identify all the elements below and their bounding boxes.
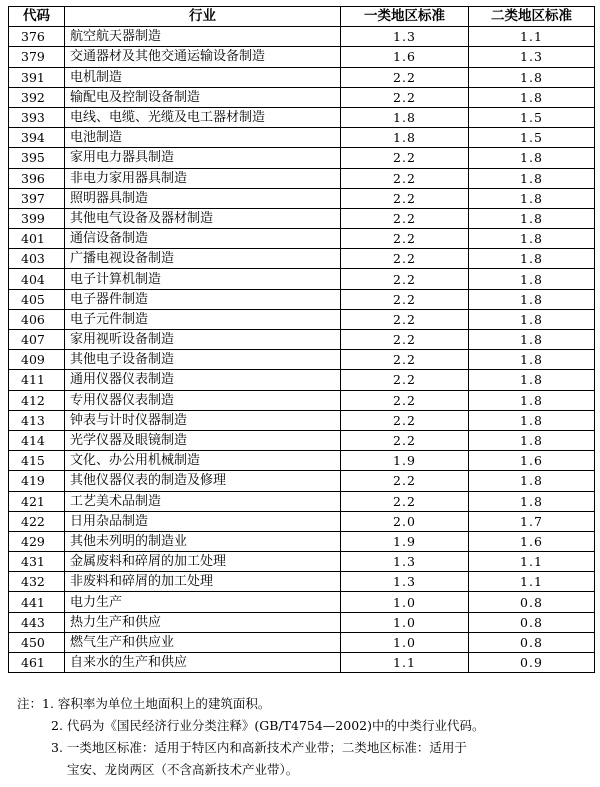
row-class2-value: 1.8	[469, 188, 595, 208]
row-code: 409	[9, 350, 65, 370]
table-row	[9, 309, 595, 329]
row-industry: 钟表与计时仪器制造	[65, 410, 341, 430]
row-class2-value: 1.8	[469, 87, 595, 107]
note-2: 2. 代码为《国民经济行业分类注释》(GB/T4754—2002)中的中类行业代码。	[51, 718, 485, 733]
row-code: 391	[9, 67, 65, 87]
table-row	[9, 552, 595, 572]
row-code: 394	[9, 128, 65, 148]
header-code: 代码	[9, 7, 65, 27]
row-class2-value: 1.6	[469, 531, 595, 551]
row-class1-value: 2.2	[341, 350, 469, 370]
row-industry: 其他电子设备制造	[65, 350, 341, 370]
row-class1-value: 2.2	[341, 87, 469, 107]
row-code: 414	[9, 430, 65, 450]
row-industry: 专用仪器仪表制造	[65, 390, 341, 410]
industry-standards-table-container	[8, 6, 594, 673]
table-row	[9, 148, 595, 168]
row-class2-value: 1.1	[469, 552, 595, 572]
row-class2-value: 0.9	[469, 653, 595, 673]
table-row	[9, 471, 595, 491]
row-class2-value: 1.8	[469, 229, 595, 249]
row-class2-value: 0.8	[469, 612, 595, 632]
note-3-continued: 宝安、龙岗两区（不含高新技术产业带）。	[67, 762, 299, 777]
row-code: 399	[9, 208, 65, 228]
table-row	[9, 511, 595, 531]
row-code: 393	[9, 107, 65, 127]
row-class2-value: 1.8	[469, 168, 595, 188]
row-class2-value: 1.8	[469, 410, 595, 430]
table-row	[9, 430, 595, 450]
row-class2-value: 1.6	[469, 451, 595, 471]
row-class1-value: 1.8	[341, 128, 469, 148]
row-class1-value: 1.9	[341, 531, 469, 551]
row-code: 441	[9, 592, 65, 612]
row-class1-value: 2.2	[341, 249, 469, 269]
table-row	[9, 249, 595, 269]
row-class1-value: 2.2	[341, 471, 469, 491]
row-class1-value: 2.2	[341, 229, 469, 249]
row-class1-value: 2.2	[341, 390, 469, 410]
row-code: 404	[9, 269, 65, 289]
row-code: 412	[9, 390, 65, 410]
row-class1-value: 2.2	[341, 370, 469, 390]
row-class1-value: 2.0	[341, 511, 469, 531]
row-industry: 电力生产	[65, 592, 341, 612]
row-industry: 广播电视设备制造	[65, 249, 341, 269]
note-1: 注：1. 容积率为单位土地面积上的建筑面积。	[17, 696, 271, 711]
row-code: 397	[9, 188, 65, 208]
table-row	[9, 229, 595, 249]
header-industry: 行业	[65, 7, 341, 27]
row-industry: 非电力家用器具制造	[65, 168, 341, 188]
row-industry: 家用视听设备制造	[65, 330, 341, 350]
row-class1-value: 2.2	[341, 330, 469, 350]
table-row	[9, 572, 595, 592]
row-industry: 电子元件制造	[65, 309, 341, 329]
row-code: 429	[9, 531, 65, 551]
industry-standards-table	[8, 6, 595, 673]
row-industry: 自来水的生产和供应	[65, 653, 341, 673]
table-row	[9, 451, 595, 471]
row-code: 422	[9, 511, 65, 531]
row-class2-value: 1.7	[469, 511, 595, 531]
table-row	[9, 107, 595, 127]
table-body	[9, 27, 595, 673]
row-class1-value: 1.9	[341, 451, 469, 471]
row-class2-value: 1.1	[469, 27, 595, 47]
row-code: 392	[9, 87, 65, 107]
row-class1-value: 2.2	[341, 491, 469, 511]
table-row	[9, 410, 595, 430]
row-industry: 航空航天器制造	[65, 27, 341, 47]
row-code: 461	[9, 653, 65, 673]
row-industry: 工艺美术品制造	[65, 491, 341, 511]
table-row	[9, 208, 595, 228]
row-class2-value: 1.8	[469, 269, 595, 289]
row-class2-value: 1.8	[469, 208, 595, 228]
row-code: 415	[9, 451, 65, 471]
notes-section	[0, 693, 600, 781]
row-code: 396	[9, 168, 65, 188]
row-code: 432	[9, 572, 65, 592]
row-code: 450	[9, 632, 65, 652]
table-row	[9, 168, 595, 188]
table-row	[9, 491, 595, 511]
table-row	[9, 531, 595, 551]
row-class1-value: 1.8	[341, 107, 469, 127]
header-class1-standard: 一类地区标准	[341, 7, 469, 27]
row-code: 395	[9, 148, 65, 168]
row-class1-value: 1.0	[341, 592, 469, 612]
row-industry: 交通器材及其他交通运输设备制造	[65, 47, 341, 67]
row-class2-value: 1.8	[469, 370, 595, 390]
table-row	[9, 632, 595, 652]
row-class2-value: 1.8	[469, 430, 595, 450]
row-industry: 其他未列明的制造业	[65, 531, 341, 551]
row-code: 406	[9, 309, 65, 329]
row-industry: 电线、电缆、光缆及电工器材制造	[65, 107, 341, 127]
row-class1-value: 2.2	[341, 188, 469, 208]
row-class2-value: 1.8	[469, 350, 595, 370]
row-class2-value: 1.3	[469, 47, 595, 67]
row-code: 405	[9, 289, 65, 309]
table-row	[9, 269, 595, 289]
row-class1-value: 2.2	[341, 430, 469, 450]
row-industry: 电池制造	[65, 128, 341, 148]
row-code: 401	[9, 229, 65, 249]
table-row	[9, 330, 595, 350]
table-row	[9, 87, 595, 107]
row-class2-value: 1.1	[469, 572, 595, 592]
table-row	[9, 128, 595, 148]
header-class2-standard: 二类地区标准	[469, 7, 595, 27]
row-code: 403	[9, 249, 65, 269]
row-class1-value: 1.3	[341, 552, 469, 572]
row-code: 413	[9, 410, 65, 430]
row-class2-value: 1.8	[469, 289, 595, 309]
row-code: 379	[9, 47, 65, 67]
row-code: 407	[9, 330, 65, 350]
row-class2-value: 1.5	[469, 107, 595, 127]
row-code: 443	[9, 612, 65, 632]
row-industry: 金属废料和碎屑的加工处理	[65, 552, 341, 572]
row-code: 421	[9, 491, 65, 511]
row-class2-value: 1.8	[469, 330, 595, 350]
note-3: 3. 一类地区标准：适用于特区内和高新技术产业带；二类地区标准：适用于	[51, 740, 467, 755]
row-class2-value: 1.5	[469, 128, 595, 148]
row-class1-value: 1.3	[341, 572, 469, 592]
row-class1-value: 1.1	[341, 653, 469, 673]
row-industry: 其他仪器仪表的制造及修理	[65, 471, 341, 491]
row-class1-value: 1.3	[341, 27, 469, 47]
row-class1-value: 1.0	[341, 612, 469, 632]
row-class2-value: 1.8	[469, 67, 595, 87]
row-industry: 通用仪器仪表制造	[65, 370, 341, 390]
row-class2-value: 0.8	[469, 632, 595, 652]
row-industry: 其他电气设备及器材制造	[65, 208, 341, 228]
row-class1-value: 2.2	[341, 67, 469, 87]
row-industry: 输配电及控制设备制造	[65, 87, 341, 107]
row-industry: 燃气生产和供应业	[65, 632, 341, 652]
row-class2-value: 1.8	[469, 249, 595, 269]
row-class1-value: 2.2	[341, 148, 469, 168]
row-code: 419	[9, 471, 65, 491]
table-row	[9, 350, 595, 370]
row-class2-value: 1.8	[469, 309, 595, 329]
table-row	[9, 27, 595, 47]
row-class1-value: 1.0	[341, 632, 469, 652]
row-industry: 通信设备制造	[65, 229, 341, 249]
row-class2-value: 1.8	[469, 390, 595, 410]
row-code: 376	[9, 27, 65, 47]
table-row	[9, 67, 595, 87]
table-row	[9, 370, 595, 390]
row-industry: 电机制造	[65, 67, 341, 87]
table-row	[9, 289, 595, 309]
table-row	[9, 188, 595, 208]
table-row	[9, 592, 595, 612]
row-class1-value: 2.2	[341, 269, 469, 289]
row-industry: 光学仪器及眼镜制造	[65, 430, 341, 450]
row-class1-value: 2.2	[341, 289, 469, 309]
table-header-row	[9, 7, 595, 27]
row-industry: 照明器具制造	[65, 188, 341, 208]
table-row	[9, 653, 595, 673]
row-industry: 家用电力器具制造	[65, 148, 341, 168]
row-code: 431	[9, 552, 65, 572]
row-class2-value: 1.8	[469, 491, 595, 511]
row-industry: 电子计算机制造	[65, 269, 341, 289]
table-row	[9, 47, 595, 67]
table-row	[9, 390, 595, 410]
row-class1-value: 2.2	[341, 208, 469, 228]
table-row	[9, 612, 595, 632]
row-industry: 日用杂品制造	[65, 511, 341, 531]
row-industry: 热力生产和供应	[65, 612, 341, 632]
row-industry: 文化、办公用机械制造	[65, 451, 341, 471]
row-class1-value: 1.6	[341, 47, 469, 67]
row-class1-value: 2.2	[341, 168, 469, 188]
row-class1-value: 2.2	[341, 309, 469, 329]
row-industry: 非废料和碎屑的加工处理	[65, 572, 341, 592]
row-class2-value: 1.8	[469, 471, 595, 491]
row-class1-value: 2.2	[341, 410, 469, 430]
row-class2-value: 1.8	[469, 148, 595, 168]
row-industry: 电子器件制造	[65, 289, 341, 309]
row-code: 411	[9, 370, 65, 390]
row-class2-value: 0.8	[469, 592, 595, 612]
